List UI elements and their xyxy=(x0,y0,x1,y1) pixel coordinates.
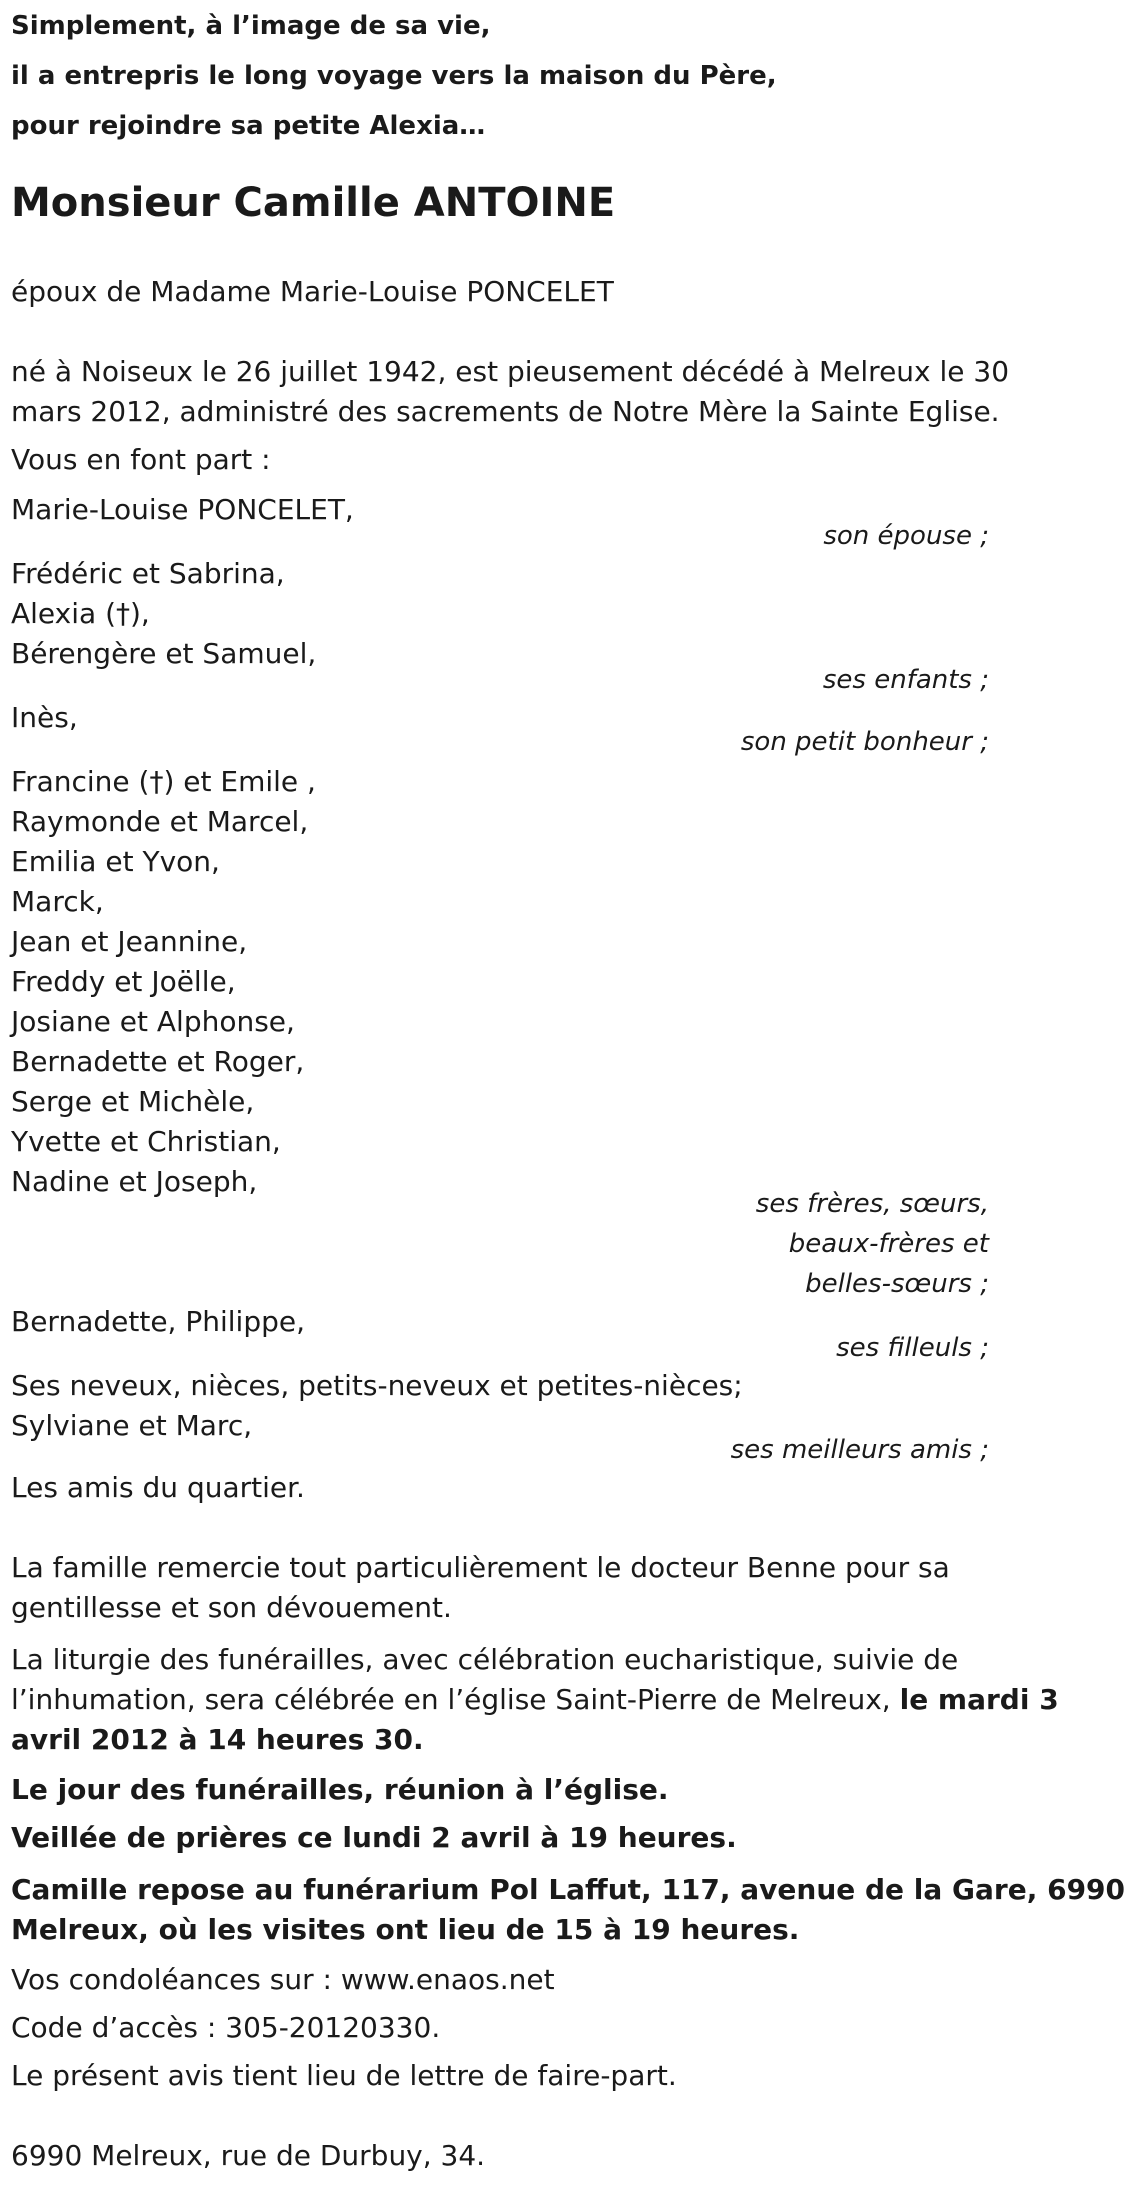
thanks-line: La famille remercie tout particulièrement le docteur Benne pour sa xyxy=(11,1551,950,1584)
family-role: ses filleuls ; xyxy=(836,1333,989,1363)
family-role: son petit bonheur ; xyxy=(740,727,989,757)
family-role: ses enfants ; xyxy=(822,665,989,695)
vigil-line: Veillée de prières ce lundi 2 avril à 19 heures. xyxy=(11,1821,737,1854)
family-name: Emilia et Yvon, xyxy=(11,845,220,878)
family-name: Ses neveux, nièces, petits-neveux et petites-nièces; xyxy=(11,1369,743,1402)
family-role: belles-sœurs ; xyxy=(805,1269,989,1299)
family-name: Serge et Michèle, xyxy=(11,1085,255,1118)
family-name: Bernadette et Roger, xyxy=(11,1045,305,1078)
liturgy-date: avril 2012 à 14 heures 30. xyxy=(11,1723,424,1756)
family-name: Josiane et Alphonse, xyxy=(11,1005,295,1038)
deceased-name: Monsieur Camille ANTOINE xyxy=(11,180,616,226)
family-role: ses meilleurs amis ; xyxy=(730,1435,989,1465)
access-code-line: Code d’accès : 305-20120330. xyxy=(11,2011,441,2044)
birth-death-line: mars 2012, administré des sacrements de Notre Mère la Sainte Eglise. xyxy=(11,395,1000,428)
family-name: Marie-Louise PONCELET, xyxy=(11,493,354,526)
meeting-line: Le jour des funérailles, réunion à l’église. xyxy=(11,1773,669,1806)
liturgy-date: le mardi 3 xyxy=(899,1683,1059,1716)
family-name: Les amis du quartier. xyxy=(11,1471,305,1504)
family-name: Jean et Jeannine, xyxy=(11,925,248,958)
thanks-line: gentillesse et son dévouement. xyxy=(11,1591,452,1624)
family-name: Nadine et Joseph, xyxy=(11,1165,258,1198)
intro-line: il a entrepris le long voyage vers la maison du Père, xyxy=(11,61,777,91)
intro-line: Simplement, à l’image de sa vie, xyxy=(11,11,491,41)
family-name: Bernadette, Philippe, xyxy=(11,1305,305,1338)
family-name: Inès, xyxy=(11,701,78,734)
intro-line: pour rejoindre sa petite Alexia… xyxy=(11,111,486,141)
family-role: beaux-frères et xyxy=(788,1229,989,1259)
family-name: Alexia (†), xyxy=(11,597,150,630)
family-role: son épouse ; xyxy=(823,521,989,551)
birth-death-line: né à Noiseux le 26 juillet 1942, est pieusement décédé à Melreux le 30 xyxy=(11,355,1010,388)
family-name: Marck, xyxy=(11,885,104,918)
family-name: Freddy et Joëlle, xyxy=(11,965,236,998)
announce-line: Vous en font part : xyxy=(11,443,271,476)
condolences-line: Vos condoléances sur : www.enaos.net xyxy=(11,1963,555,1996)
family-role: ses frères, sœurs, xyxy=(755,1189,989,1219)
notice-line: Le présent avis tient lieu de lettre de faire-part. xyxy=(11,2059,677,2092)
family-name: Yvette et Christian, xyxy=(11,1125,281,1158)
funerarium-line: Camille repose au funérarium Pol Laffut, 117, avenue de la Gare, 6990 xyxy=(11,1873,1125,1906)
family-name: Bérengère et Samuel, xyxy=(11,637,317,670)
spouse-line: époux de Madame Marie-Louise PONCELET xyxy=(11,275,614,308)
liturgy-text: l’inhumation, sera célébrée en l’église Saint-Pierre de Melreux, xyxy=(11,1683,900,1716)
liturgy-line xyxy=(11,1680,1059,1720)
family-name: Frédéric et Sabrina, xyxy=(11,557,285,590)
liturgy-line: La liturgie des funérailles, avec célébration eucharistique, suivie de xyxy=(11,1643,959,1676)
funerarium-line: Melreux, où les visites ont lieu de 15 à 19 heures. xyxy=(11,1913,800,1946)
address-line: 6990 Melreux, rue de Durbuy, 34. xyxy=(11,2139,486,2172)
family-name: Sylviane et Marc, xyxy=(11,1409,253,1442)
family-name: Raymonde et Marcel, xyxy=(11,805,309,838)
family-name: Francine (†) et Emile , xyxy=(11,765,316,798)
